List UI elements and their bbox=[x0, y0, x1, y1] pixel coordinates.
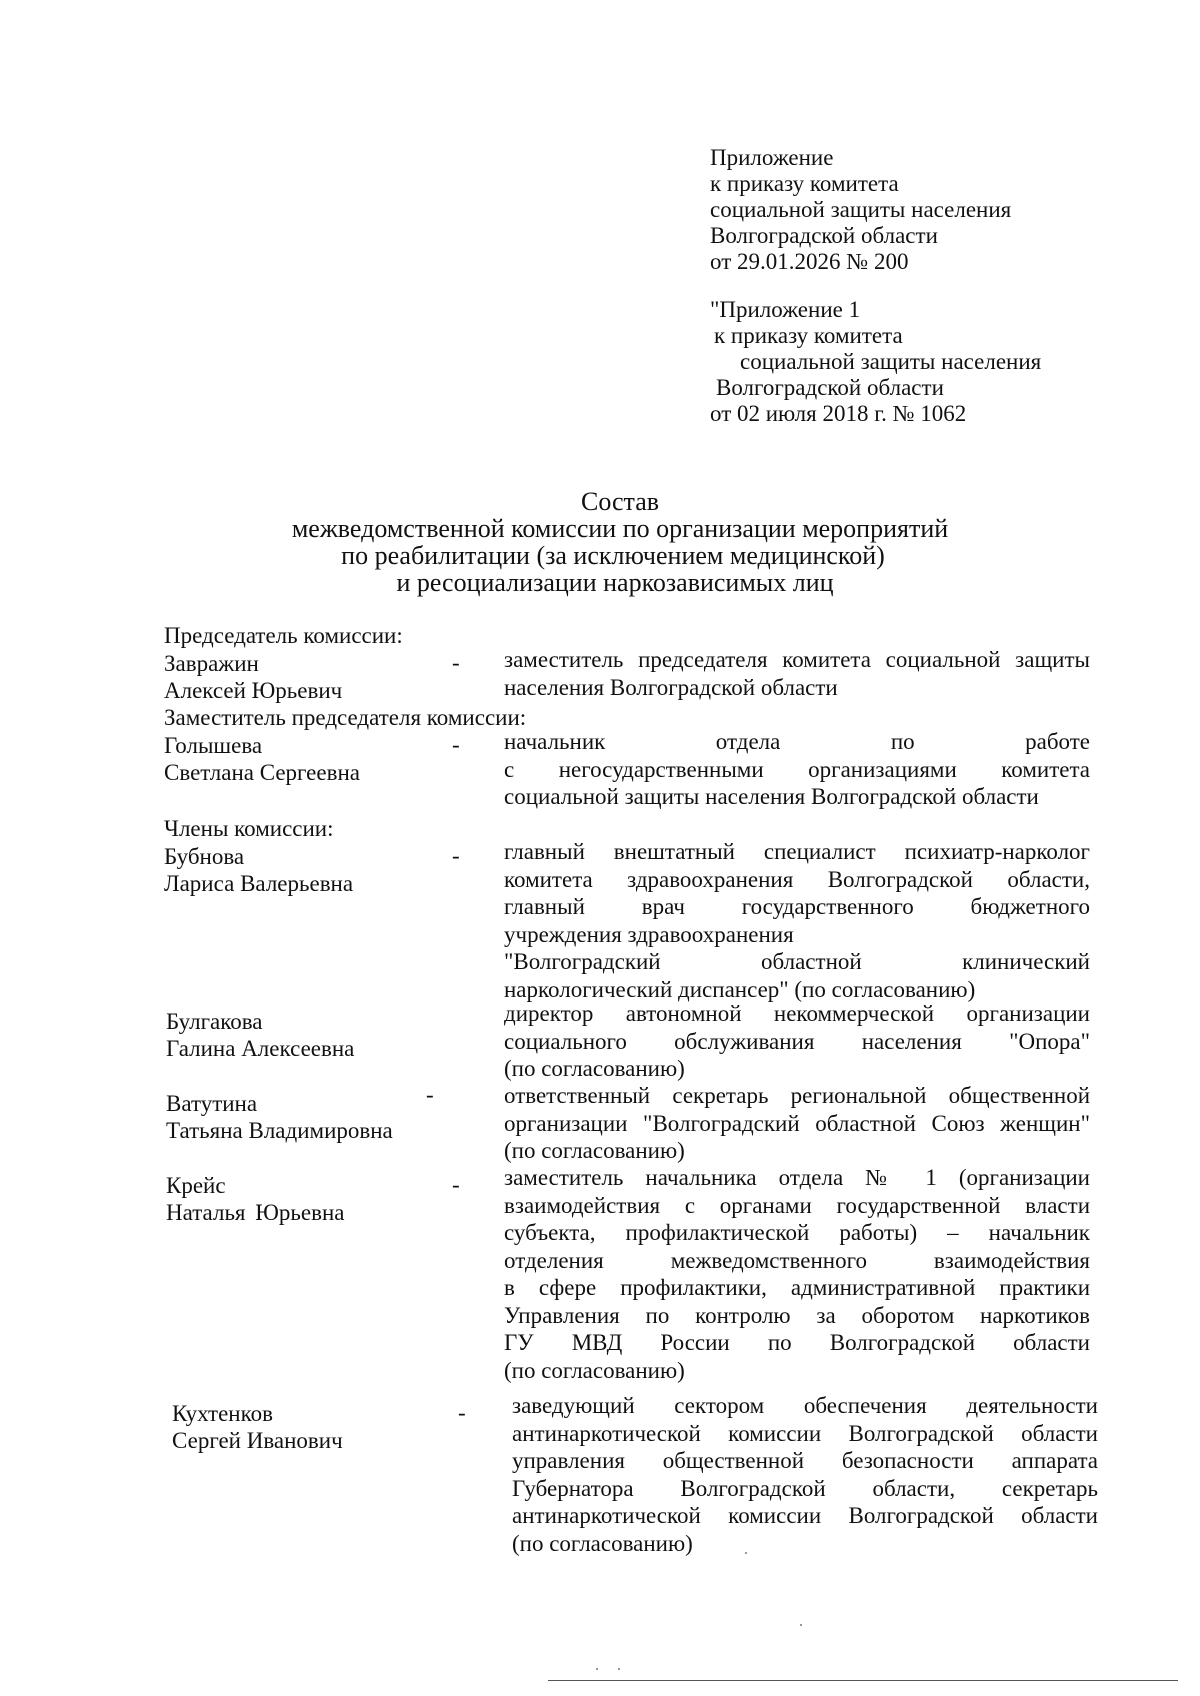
position-line: учреждения здравоохранения bbox=[504, 921, 794, 947]
position-line: в сфере профилактики, административной практики bbox=[504, 1275, 1090, 1300]
dash-separator: - bbox=[458, 1400, 466, 1425]
position-line: (по согласованию) bbox=[512, 1530, 693, 1556]
scan-speck bbox=[618, 1668, 620, 1670]
position-line: с негосударственными организациями комитета bbox=[504, 756, 1090, 782]
document-title bbox=[240, 488, 1000, 596]
position-line: комитета здравоохранения Волгоградской области, bbox=[504, 866, 1090, 892]
given-names: Светлана Сергеевна bbox=[164, 760, 360, 785]
title-line: по реабилитации (за исключением медицинской) bbox=[341, 541, 885, 570]
scan-speck bbox=[745, 1552, 747, 1554]
position-line: социальной защиты населения Волгоградской области bbox=[504, 784, 1039, 809]
person-position bbox=[504, 1082, 1090, 1165]
title-line: Состав bbox=[580, 487, 660, 516]
surname: Завражин bbox=[164, 651, 259, 676]
header-line: Волгоградской области bbox=[710, 223, 938, 248]
position-line: заместитель начальника отдела № 1 (организации bbox=[504, 1165, 1090, 1190]
person-position bbox=[504, 1164, 1090, 1384]
person-name bbox=[172, 1400, 343, 1454]
position-line: ответственный секретарь региональной общественной bbox=[504, 1083, 1090, 1108]
surname: Ватутина bbox=[166, 1091, 258, 1116]
person-name bbox=[166, 1008, 354, 1062]
surname: Кухтенков bbox=[172, 1401, 273, 1426]
header-line: к приказу комитета bbox=[714, 323, 903, 348]
person-name bbox=[166, 1172, 344, 1226]
position-line: Управления по контролю за оборотом наркотиков bbox=[504, 1302, 1090, 1328]
position-line: (по согласованию) bbox=[504, 1138, 685, 1163]
position-line: ГУ МВД России по Волгоградской области bbox=[504, 1330, 1090, 1355]
given-names: Сергей Иванович bbox=[172, 1428, 343, 1453]
dash-separator: - bbox=[452, 843, 460, 868]
person-name bbox=[166, 1090, 393, 1144]
page-bottom-rule bbox=[548, 1680, 1178, 1681]
scan-speck bbox=[596, 1668, 598, 1670]
person-name bbox=[164, 732, 360, 786]
position-line: (по согласованию) bbox=[504, 1357, 685, 1383]
person-position bbox=[504, 646, 1090, 701]
surname: Голышева bbox=[164, 733, 263, 758]
title-line: и ресоциализации наркозависимых лиц bbox=[396, 568, 834, 597]
position-line: (по согласованию) bbox=[504, 1056, 685, 1081]
position-line: взаимодействия с органами государственной власти bbox=[504, 1192, 1090, 1218]
position-line: начальник отдела по работе bbox=[504, 729, 1090, 754]
header-line: к приказу комитета bbox=[710, 171, 899, 196]
section-members-label: Члены комиссии: bbox=[164, 816, 334, 841]
person-position bbox=[504, 1000, 1090, 1083]
given-names: Алексей Юрьевич bbox=[164, 678, 343, 703]
given-names: Лариса Валерьевна bbox=[164, 871, 354, 896]
title-line: межведомственной комиссии по организации мероприятий bbox=[291, 514, 949, 543]
position-line: директор автономной некоммерческой организации bbox=[504, 1001, 1090, 1026]
appendix-header bbox=[710, 145, 1011, 275]
position-line: управления общественной безопасности аппарата bbox=[512, 1448, 1098, 1473]
header-line: социальной защиты населения bbox=[740, 349, 1042, 374]
header-line: Приложение bbox=[710, 145, 834, 170]
given-names: Наталья Юрьевна bbox=[166, 1200, 345, 1225]
section-deputy-label: Заместитель председателя комиссии: bbox=[164, 705, 527, 730]
position-line: антинаркотической комиссии Волгоградской области bbox=[512, 1420, 1098, 1446]
person-position bbox=[512, 1392, 1098, 1557]
surname: Бубнова bbox=[164, 844, 245, 869]
position-line: субъекта, профилактической работы) – начальник bbox=[504, 1220, 1090, 1245]
position-line: социального обслуживания населения "Опора" bbox=[504, 1028, 1090, 1054]
dash-separator: - bbox=[452, 650, 460, 675]
person-position bbox=[504, 728, 1090, 811]
position-line: антинаркотической комиссии Волгоградской области bbox=[512, 1503, 1098, 1528]
appendix-1-header bbox=[710, 297, 1041, 427]
position-line: населения Волгоградской области bbox=[504, 674, 838, 700]
position-line: отделения межведомственного взаимодействия bbox=[504, 1247, 1090, 1273]
position-line: наркологический диспансер" (по согласованию) bbox=[504, 976, 976, 1002]
position-line: заместитель председателя комитета социальной защиты bbox=[504, 647, 1090, 672]
scan-speck bbox=[800, 1624, 802, 1626]
dash-separator: - bbox=[452, 732, 460, 757]
position-line: Губернатора Волгоградской области, секретарь bbox=[512, 1475, 1098, 1501]
header-line: "Приложение 1 bbox=[710, 297, 861, 322]
given-names: Галина Алексеевна bbox=[166, 1036, 355, 1061]
given-names: Татьяна Владимировна bbox=[166, 1118, 393, 1143]
dash-separator: - bbox=[426, 1082, 434, 1107]
position-line: главный врач государственного бюджетного bbox=[504, 894, 1090, 919]
person-name bbox=[164, 650, 342, 704]
position-line: "Волгоградский областной клинический bbox=[504, 949, 1090, 974]
surname: Булгакова bbox=[166, 1009, 263, 1034]
header-line: от 02 июля 2018 г. № 1062 bbox=[710, 401, 967, 426]
person-name bbox=[164, 843, 353, 897]
section-chair-label: Председатель комиссии: bbox=[164, 623, 403, 648]
header-line: социальной защиты населения bbox=[710, 197, 1012, 222]
position-line: заведующий сектором обеспечения деятельности bbox=[512, 1393, 1098, 1418]
position-line: организации "Волгоградский областной Союз женщин" bbox=[504, 1110, 1090, 1136]
position-line: главный внештатный специалист психиатр-нарколог bbox=[504, 839, 1090, 864]
header-line: Волгоградской области bbox=[716, 375, 944, 400]
dash-separator: - bbox=[452, 1172, 460, 1197]
person-position bbox=[504, 838, 1090, 1003]
header-line: от 29.01.2026 № 200 bbox=[710, 249, 909, 274]
surname: Крейс bbox=[166, 1173, 226, 1198]
